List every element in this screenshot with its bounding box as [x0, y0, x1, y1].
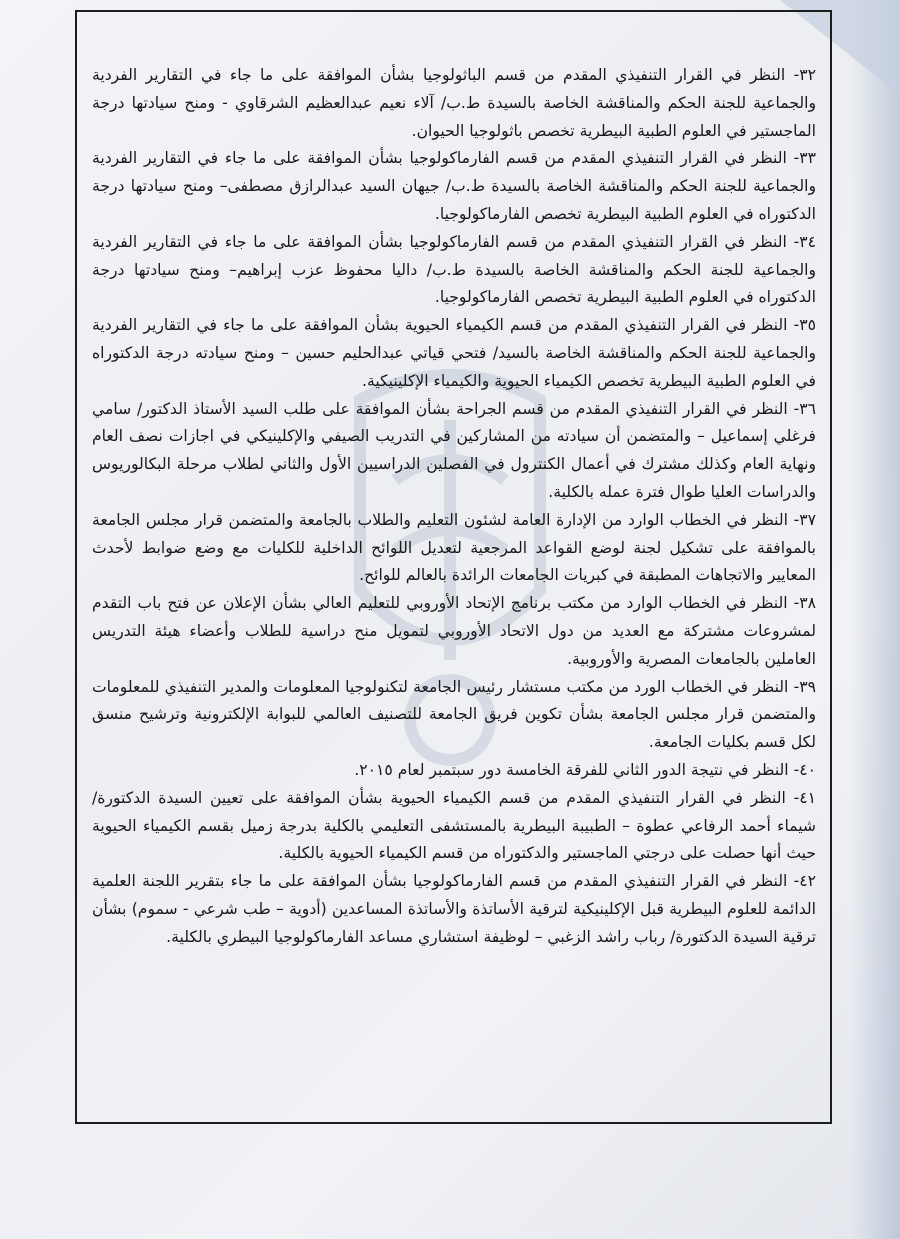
agenda-item-35: ٣٥- النظر في القرار التنفيذي المقدم من قسم الكيمياء الحيوية بشأن الموافقة على ما جاء في التقارير الفردية والجماعية للجنة الحكم والمناقشة الخاصة بالسيد/ فتحي قياتي عبدالحليم حسين – ومنح سيادته درجة الدكتوراه في العلوم الطبية البيطرية تخصص الكيمياء الحيوية والكيمياء الإكلينيكية. — [92, 316, 817, 390]
item-number: ٣٨ — [799, 594, 817, 613]
agenda-item-40: ٤٠- النظر في نتيجة الدور الثاني للفرقة الخامسة دور سبتمبر لعام ٢٠١٥. — [354, 760, 816, 779]
item-text: النظر في القرار التنفيذي المقدم من قسم الجراحة بشأن الموافقة على طلب السيد الأستاذ الدكتور/ سامي فرغلي إسماعيل – والمتضمن أن سيادته من المشاركين في التدريب الصيفي والإكلينيكي في اجازات نصف العام ونهاية العام وكذلك مشترك في أعمال الكنترول في الفصلين الدراسيين الأول والثاني لطلاب مرحلة البكالوريوس والدراسات العليا طوال فترة عمله بالكلية. — [92, 399, 816, 501]
item-text: النظر في القرار التنفيذي المقدم من قسم الباثولوجيا بشأن الموافقة على ما جاء في التقارير الفردية والجماعية للجنة الحكم والمناقشة الخاصة بالسيدة ط.ب/ آلاء نعيم عبدالعظيم الشرقاوي - ومنح سيادتها درجة الماجستير في العلوم الطبية البيطرية تخصص باثولوجيا الحيوان. — [92, 66, 816, 140]
item-number: ٣٩ — [799, 677, 816, 696]
item-text: النظر في نتيجة الدور الثاني للفرقة الخامسة دور سبتمبر لعام ٢٠١٥. — [354, 760, 789, 779]
agenda-item-41: ٤١- النظر في القرار التنفيذي المقدم من قسم الكيمياء الحيوية بشأن الموافقة على تعيين السيدة الدكتورة/ شيماء أحمد الرفاعي عطوة – الطبيبة البيطرية بالمستشفى التعليمي بالكلية بدرجة زميل بقسم الكيمياء الحيوية حيث أنها حصلت على درجتي الماجستير والدكتوراه من قسم الكيمياء الحيوية بالكلية. — [92, 788, 816, 863]
item-text: النظر في الخطاب الوارد من مكتب برنامج الإتحاد الأوروبي للتعليم العالي بشأن الإعلان عن فتح باب التقدم لمشروعات مشتركة مع العديد من دول الاتحاد الأوروبي لتمويل منح دراسية للطلاب وأعضاء هيئة التدريس العاملين بالجامعات المصرية والأوروبية. — [92, 594, 816, 668]
page-edge-shadow — [850, 0, 900, 1239]
item-number: ٣٢ — [799, 66, 816, 84]
agenda-item-32: ٣٢- النظر في القرار التنفيذي المقدم من قسم الباثولوجيا بشأن الموافقة على ما جاء في التقارير الفردية والجماعية للجنة الحكم والمناقشة الخاصة بالسيدة ط.ب/ آلاء نعيم عبدالعظيم الشرقاوي - ومنح سيادتها درجة الماجستير في العلوم الطبية البيطرية تخصص باثولوجيا الحيوان. — [92, 66, 816, 140]
item-number: ٣٥ — [799, 316, 817, 335]
item-number: ٤١ — [799, 788, 816, 807]
item-text: النظر في القرار التنفيذي المقدم من قسم الفارماكولوجيا بشأن الموافقة على ما جاء بتقرير اللجنة العلمية الدائمة للعلوم البيطرية قبل الإكلينيكية لترقية الأساتذة والأساتذة المساعدين (أدوية – طب شرعي - سموم) بشأن ترقية السيدة الدكتورة/ رباب راشد الزغبي – لوظيفة استشاري مساعد الفارماكولوجيا البيطري بالكلية. — [92, 872, 816, 946]
item-number: ٣٣ — [799, 149, 817, 168]
item-number: ٣٧ — [799, 510, 816, 529]
item-text: النظر في الخطاب الورد من مكتب مستشار رئيس الجامعة لتكنولوجيا المعلومات والمدير التنفيذي للمعلومات والمتضمن قرار مجلس الجامعة بشأن تكوين فريق الجامعة للتصنيف العالمي للبوابة الإلكترونية وترشيح منسق لكل قسم بكليات الجامعة. — [92, 677, 816, 752]
item-text: النظر في الخطاب الوارد من الإدارة العامة لشئون التعليم والطلاب بالجامعة والمتضمن قرار مجلس الجامعة بالموافقة على تشكيل لجنة لوضع القواعد المرجعية لتعديل اللوائح الداخلية للكليات مع وضع ضوابط لأحدث المعايير والاتجاهات المطبقة في كبريات الجامعات الرائدة بالعالم للوائح. — [92, 510, 816, 585]
item-number: ٣٦ — [799, 399, 816, 418]
item-text: النظر في القرار التنفيذي المقدم من قسم الكيمياء الحيوية بشأن الموافقة على تعيين السيدة الدكتورة/ شيماء أحمد الرفاعي عطوة – الطبيبة البيطرية بالمستشفى التعليمي بالكلية بدرجة زميل بقسم الكيمياء الحيوية حيث أنها حصلت على درجتي الماجستير والدكتوراه من قسم الكيمياء الحيوية بالكلية. — [92, 788, 816, 863]
agenda-item-37: ٣٧- النظر في الخطاب الوارد من الإدارة العامة لشئون التعليم والطلاب بالجامعة والمتضمن قرار مجلس الجامعة بالموافقة على تشكيل لجنة لوضع القواعد المرجعية لتعديل اللوائح الداخلية للكليات مع وضع ضوابط لأحدث المعايير والاتجاهات المطبقة في كبريات الجامعات الرائدة بالعالم للوائح. — [92, 510, 816, 585]
item-text: النظر في القرار التنفيذي المقدم من قسم الكيمياء الحيوية بشأن الموافقة على ما جاء في التقارير الفردية والجماعية للجنة الحكم والمناقشة الخاصة بالسيد/ فتحي قياتي عبدالحليم حسين – ومنح سيادته درجة الدكتوراه في العلوم الطبية البيطرية تخصص الكيمياء الحيوية والكيمياء الإكلينيكية. — [92, 316, 816, 390]
agenda-item-39: ٣٩- النظر في الخطاب الورد من مكتب مستشار رئيس الجامعة لتكنولوجيا المعلومات والمدير التنفيذي للمعلومات والمتضمن قرار مجلس الجامعة بشأن تكوين فريق الجامعة للتصنيف العالمي للبوابة الإلكترونية وترشيح منسق لكل قسم بكليات الجامعة. — [92, 677, 816, 752]
agenda-item-36: ٣٦- النظر في القرار التنفيذي المقدم من قسم الجراحة بشأن الموافقة على طلب السيد الأستاذ الدكتور/ سامي فرغلي إسماعيل – والمتضمن أن سيادته من المشاركين في التدريب الصيفي والإكلينيكي في اجازات نصف العام ونهاية العام وكذلك مشترك في أعمال الكنترول في الفصلين الدراسيين الأول والثاني لطلاب مرحلة البكالوريوس والدراسات العليا طوال فترة عمله بالكلية. — [92, 399, 816, 501]
item-number: ٤٠ — [799, 760, 816, 779]
item-number: ٤٢ — [799, 872, 816, 891]
item-text: النظر في القرار التنفيذي المقدم من قسم الفارماكولوجيا بشأن الموافقة على ما جاء في التقارير الفردية والجماعية للجنة الحكم والمناقشة الخاصة بالسيدة ط.ب/ داليا محفوظ عزب إبراهيم– ومنح سيادتها درجة الدكتوراه في العلوم الطبية البيطرية تخصص الفارماكولوجيا. — [92, 232, 816, 307]
agenda-items — [92, 62, 816, 952]
agenda-item-34: ٣٤- النظر في القرار التنفيذي المقدم من قسم الفارماكولوجيا بشأن الموافقة على ما جاء في التقارير الفردية والجماعية للجنة الحكم والمناقشة الخاصة بالسيدة ط.ب/ داليا محفوظ عزب إبراهيم– ومنح سيادتها درجة الدكتوراه في العلوم الطبية البيطرية تخصص الفارماكولوجيا. — [92, 232, 817, 307]
item-text: النظر في القرار التنفيذي المقدم من قسم الفارماكولوجيا بشأن الموافقة على ما جاء في التقارير الفردية والجماعية للجنة الحكم والمناقشة الخاصة بالسيدة ط.ب/ جيهان السيد عبدالرازق مصطفى– ومنح سيادتها درجة الدكتوراه في العلوم الطبية البيطرية تخصص الفارماكولوجيا. — [92, 149, 816, 223]
agenda-item-33: ٣٣- النظر في القرار التنفيذي المقدم من قسم الفارماكولوجيا بشأن الموافقة على ما جاء في التقارير الفردية والجماعية للجنة الحكم والمناقشة الخاصة بالسيدة ط.ب/ جيهان السيد عبدالرازق مصطفى– ومنح سيادتها درجة الدكتوراه في العلوم الطبية البيطرية تخصص الفارماكولوجيا. — [92, 149, 817, 223]
agenda-item-38: ٣٨- النظر في الخطاب الوارد من مكتب برنامج الإتحاد الأوروبي للتعليم العالي بشأن الإعلان عن فتح باب التقدم لمشروعات مشتركة مع العديد من دول الاتحاد الأوروبي لتمويل منح دراسية للطلاب وأعضاء هيئة التدريس العاملين بالجامعات المصرية والأوروبية. — [92, 594, 817, 668]
agenda-item-42: ٤٢- النظر في القرار التنفيذي المقدم من قسم الفارماكولوجيا بشأن الموافقة على ما جاء بتقرير اللجنة العلمية الدائمة للعلوم البيطرية قبل الإكلينيكية لترقية الأساتذة والأساتذة المساعدين (أدوية – طب شرعي - سموم) بشأن ترقية السيدة الدكتورة/ رباب راشد الزغبي – لوظيفة استشاري مساعد الفارماكولوجيا البيطري بالكلية. — [92, 872, 816, 946]
item-number: ٣٤ — [799, 232, 817, 251]
